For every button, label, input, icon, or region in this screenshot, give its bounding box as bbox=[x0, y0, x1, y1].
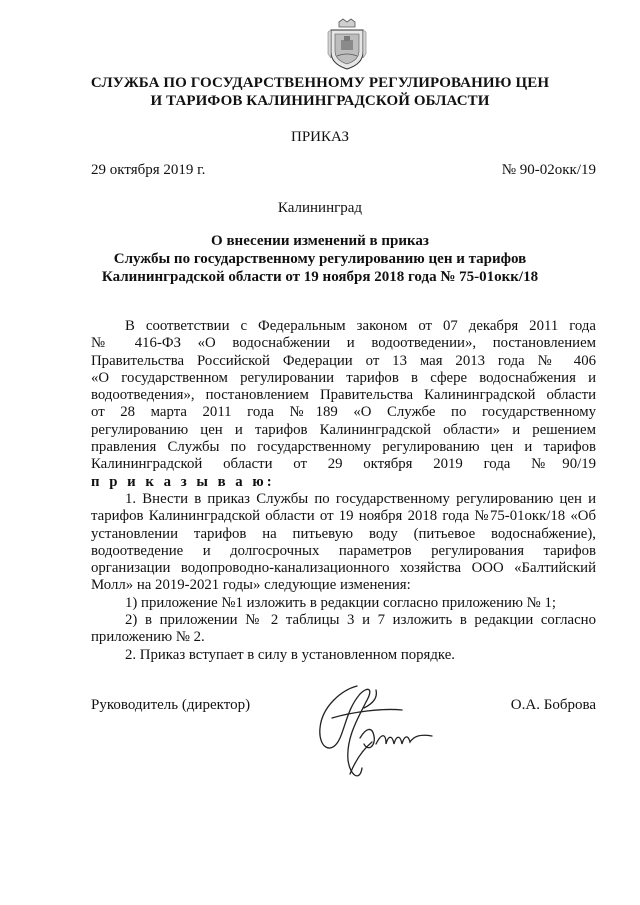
body-line: В соответствии с Федеральным законом от 07 декабря 2011 года bbox=[125, 318, 596, 334]
signature-icon bbox=[302, 678, 442, 788]
signatory-name: О.А. Боброва bbox=[510, 697, 596, 713]
document-body bbox=[91, 318, 596, 664]
subitem-2-line: 2) в приложении № 2 таблицы 3 и 7 изложить в редакции согласно bbox=[125, 612, 596, 629]
signatory-position: Руководитель (директор) bbox=[91, 697, 251, 713]
document-number: № 90-02окк/19 bbox=[501, 162, 596, 178]
body-line: водоотведения», постановлением Правительства Калининградской области bbox=[91, 387, 596, 404]
title-line3: Калининградской области от 19 ноября 2018 года № 75-01окк/18 bbox=[101, 269, 539, 285]
title-line1: О внесении изменений в приказ bbox=[211, 233, 429, 249]
subitem-2-line: приложению № 2. bbox=[91, 629, 205, 646]
item1-line: организации водопроводно-канализационного хозяйства ООО «Балтийский bbox=[91, 560, 596, 577]
document-type: ПРИКАЗ bbox=[291, 129, 349, 145]
organization-name-line1: СЛУЖБА ПО ГОСУДАРСТВЕННОМУ РЕГУЛИРОВАНИЮ ЦЕН bbox=[90, 75, 550, 91]
document-date: 29 октября 2019 г. bbox=[91, 162, 206, 178]
item1-line: 1. Внести в приказ Службы по государственному регулированию цен и bbox=[125, 490, 596, 507]
item1-line: Молл» на 2019-2021 годы» следующие изменения: bbox=[91, 577, 411, 594]
order-word: п р и к а з ы в а ю: bbox=[91, 473, 275, 490]
organization-name-line2: И ТАРИФОВ КАЛИНИНГРАДСКОЙ ОБЛАСТИ bbox=[150, 93, 490, 109]
body-line: «О государственном регулировании тарифов в сфере водоснабжения и bbox=[91, 369, 596, 386]
body-line: от 28 марта 2011 года №189 «О Службе по государственному bbox=[91, 404, 596, 421]
subitem-1: 1) приложение №1 изложить в редакции согласно приложению № 1; bbox=[125, 594, 557, 611]
body-line: правления Службы по государственному регулированию цен и тарифов bbox=[91, 439, 596, 456]
body-line: № 416-ФЗ «О водоснабжении и водоотведении», постановлением bbox=[91, 335, 596, 352]
body-line: Правительства Российской Федерации от 13 мая 2013 года № 406 bbox=[91, 352, 596, 369]
body-line: Калининградской области от 29 октября 2019 года №90/19 bbox=[91, 456, 596, 473]
item1-line: установлении тарифов на питьевую воду (питьевое водоснабжение), bbox=[91, 525, 596, 542]
item1-line: тарифов Калининградской области от 19 ноября 2018 года №75-01окк/18 «Об bbox=[91, 508, 596, 525]
body-line: регулированию цен и тарифов Калининградской области» и решением bbox=[91, 421, 596, 438]
title-line2: Службы по государственному регулированию цен и тарифов bbox=[113, 251, 527, 267]
document-city: Калининград bbox=[277, 200, 363, 216]
item-2: 2. Приказ вступает в силу в установленном порядке. bbox=[125, 646, 455, 663]
coat-of-arms-icon bbox=[325, 18, 369, 70]
item1-line: водоотведение и долгосрочных параметров регулирования тарифов bbox=[91, 542, 596, 559]
